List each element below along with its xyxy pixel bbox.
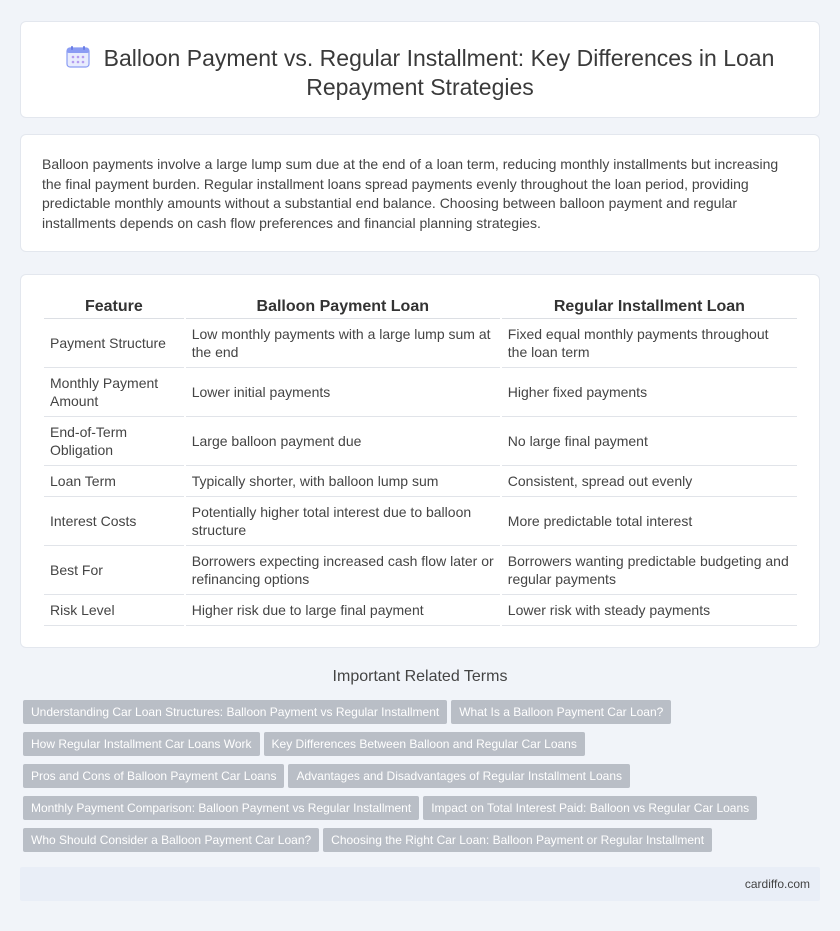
tag-row (23, 764, 823, 796)
related-terms-list (23, 700, 823, 860)
table-cell-regular: Borrowers wanting predictable budgeting and regular payments (502, 546, 797, 595)
table-cell-regular: Consistent, spread out evenly (502, 466, 797, 497)
table-cell-feature: Loan Term (44, 466, 184, 497)
related-terms-title: Important Related Terms (332, 668, 508, 685)
table-row (44, 497, 797, 546)
table-cell-regular: Higher fixed payments (502, 368, 797, 417)
tag-row (23, 828, 823, 860)
page-title: Balloon Payment vs. Regular Installment: Key Differences in Loan Repayment Strategies (103, 45, 775, 100)
related-term-link[interactable]: Advantages and Disadvantages of Regular Installment Loans (288, 764, 630, 788)
table-header-regular: Regular Installment Loan (502, 296, 797, 319)
table-header-balloon: Balloon Payment Loan (186, 296, 500, 319)
table-cell-feature: Payment Structure (44, 319, 184, 368)
related-term-link[interactable]: Choosing the Right Car Loan: Balloon Payment or Regular Installment (323, 828, 712, 852)
related-term-link[interactable]: Key Differences Between Balloon and Regular Car Loans (264, 732, 585, 756)
calendar-icon (66, 46, 90, 68)
footer (20, 867, 820, 901)
table-cell-feature: Risk Level (44, 595, 184, 626)
table-row (44, 319, 797, 368)
related-term-link[interactable]: How Regular Installment Car Loans Work (23, 732, 260, 756)
related-term-link[interactable]: Pros and Cons of Balloon Payment Car Loans (23, 764, 284, 788)
table-cell-balloon: Low monthly payments with a large lump sum at the end (186, 319, 500, 368)
related-term-link[interactable]: Who Should Consider a Balloon Payment Car Loan? (23, 828, 319, 852)
table-cell-regular: Lower risk with steady payments (502, 595, 797, 626)
table-row (44, 466, 797, 497)
table-cell-feature: Best For (44, 546, 184, 595)
table-row (44, 595, 797, 626)
table-cell-balloon: Lower initial payments (186, 368, 500, 417)
table-cell-balloon: Large balloon payment due (186, 417, 500, 466)
related-term-link[interactable]: Understanding Car Loan Structures: Balloon Payment vs Regular Installment (23, 700, 447, 724)
comparison-card (20, 274, 820, 648)
header-card (20, 21, 820, 118)
table-row (44, 417, 797, 466)
tag-row (23, 732, 823, 764)
table-header-feature: Feature (44, 296, 184, 319)
table-cell-regular: No large final payment (502, 417, 797, 466)
table-cell-balloon: Higher risk due to large final payment (186, 595, 500, 626)
intro-paragraph: Balloon payments involve a large lump sum due at the end of a loan term, reducing monthly installments but increasing the final payment burden. Regular installment loans spread payments evenly throughout the loan period, providing predictable monthly amounts without a substantial end balance. Choosing between balloon payment and regular installments depends on cash flow preferences and financial planning strategies. (42, 156, 779, 231)
related-term-link[interactable]: What Is a Balloon Payment Car Loan? (451, 700, 671, 724)
table-cell-regular: Fixed equal monthly payments throughout the loan term (502, 319, 797, 368)
table-row (44, 546, 797, 595)
table-cell-balloon: Borrowers expecting increased cash flow later or refinancing options (186, 546, 500, 595)
related-term-link[interactable]: Impact on Total Interest Paid: Balloon vs Regular Car Loans (423, 796, 757, 820)
table-cell-feature: Interest Costs (44, 497, 184, 546)
table-cell-feature: End-of-Term Obligation (44, 417, 184, 466)
footer-site-link[interactable]: cardiffo.com (744, 877, 810, 891)
intro-card (20, 134, 820, 252)
tag-row (23, 700, 823, 732)
table-row (44, 368, 797, 417)
table-header-row (44, 296, 797, 319)
related-term-link[interactable]: Monthly Payment Comparison: Balloon Payment vs Regular Installment (23, 796, 419, 820)
table-cell-feature: Monthly Payment Amount (44, 368, 184, 417)
tag-row (23, 796, 823, 828)
table-cell-balloon: Potentially higher total interest due to balloon structure (186, 497, 500, 546)
comparison-table (42, 296, 799, 626)
table-cell-balloon: Typically shorter, with balloon lump sum (186, 466, 500, 497)
page-title-wrap (61, 44, 779, 102)
table-cell-regular: More predictable total interest (502, 497, 797, 546)
